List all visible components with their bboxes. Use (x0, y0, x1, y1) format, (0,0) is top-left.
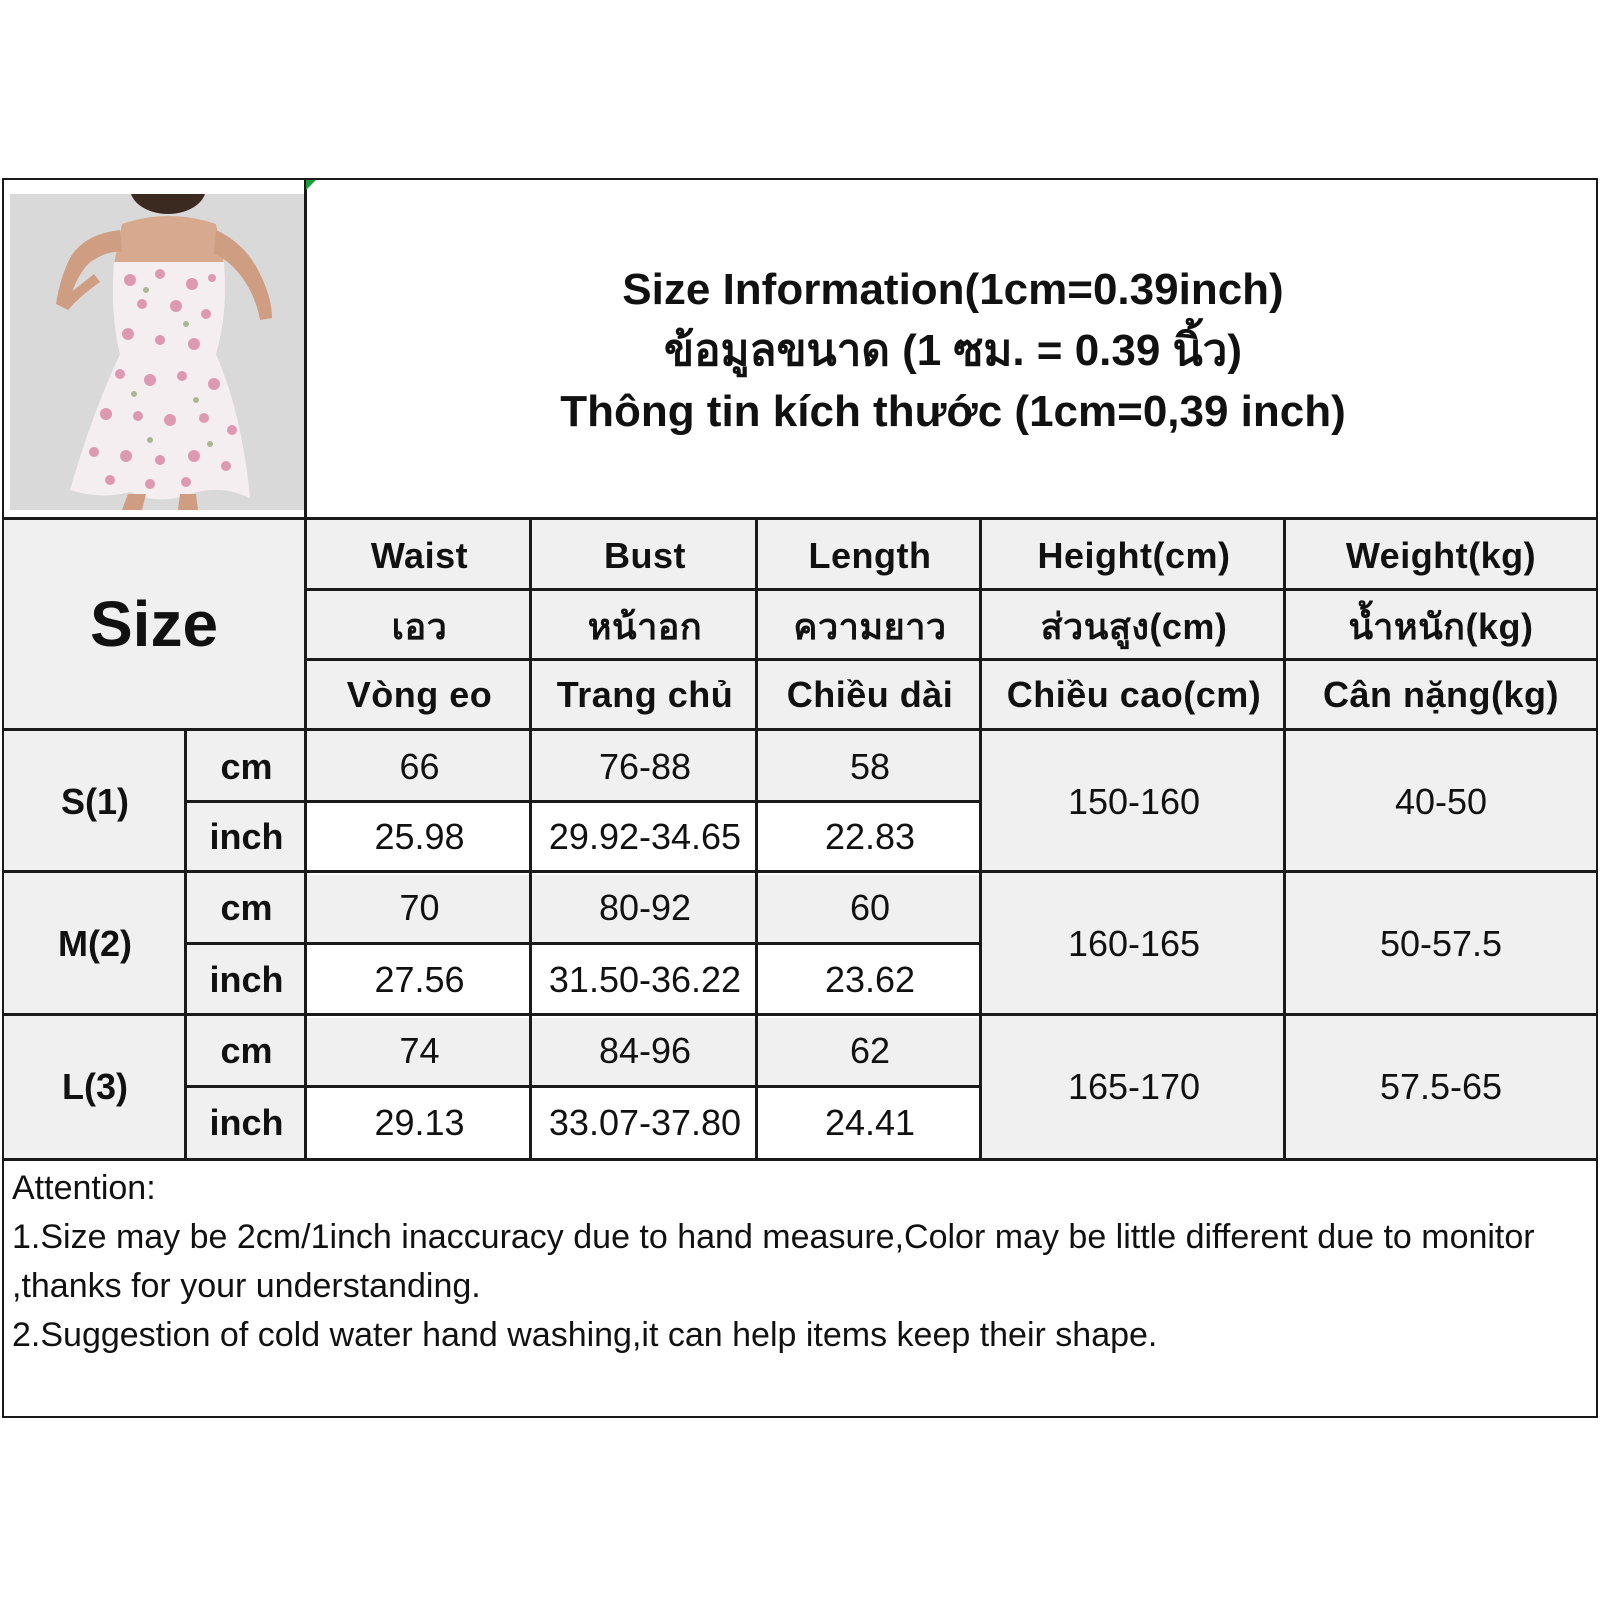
unit-inch-0: inch (209, 816, 284, 857)
notes (12, 1164, 1592, 1360)
column-header-1-th: หน้าอก (587, 605, 703, 647)
column-header-3-en: Height(cm) (1037, 534, 1231, 576)
column-header-4-en: Weight(kg) (1345, 534, 1537, 576)
cell-cm-0-1: 76-88 (598, 745, 692, 787)
unit-inch-2: inch (209, 1101, 284, 1143)
cell-weight-2: 57.5-65 (1379, 1065, 1503, 1107)
column-header-4-th: น้ำหนัก(kg) (1348, 605, 1534, 647)
grid-vline-2 (755, 520, 758, 1158)
photo-divider (304, 180, 307, 520)
title-block (310, 180, 1596, 520)
notes-line-1: 1.Size may be 2cm/1inch inaccuracy due to hand measure,Color may be little different due to monitor ,thanks for your understanding. (12, 1218, 1545, 1305)
column-header-1-en: Bust (604, 534, 686, 576)
column-header-0-en: Waist (370, 534, 469, 576)
grid-vline-3 (979, 520, 982, 1158)
grid-vline-4 (1283, 520, 1286, 1158)
column-header-0-th: เอว (391, 605, 448, 647)
title-thai: ข้อมูลขนาด (1 ซม. = 0.39 นิ้ว) (663, 325, 1242, 375)
size-header: Size (89, 588, 219, 660)
unit-inch-1: inch (209, 958, 284, 1000)
grid-hline-header-1 (307, 658, 1596, 661)
unit-cm-1: cm (220, 887, 273, 928)
cell-inch-2-0: 29.13 (374, 1101, 465, 1143)
cell-inch-2-1: 33.07-37.80 (548, 1101, 742, 1143)
unit-cm-0: cm (220, 745, 273, 787)
cell-height-2: 165-170 (1067, 1065, 1201, 1107)
cell-cm-1-2: 60 (849, 887, 891, 928)
cell-cm-2-0: 74 (399, 1030, 440, 1071)
cell-cm-2-2: 62 (849, 1030, 891, 1071)
column-header-0-vi: Vòng eo (346, 673, 493, 715)
product-photo (10, 194, 306, 510)
cell-inch-0-0: 25.98 (374, 816, 465, 857)
cell-cm-0-2: 58 (849, 745, 891, 787)
notes-line-2: 2.Suggestion of cold water hand washing,it can help items keep their shape. (12, 1316, 1158, 1354)
cell-height-0: 150-160 (1067, 780, 1201, 822)
cell-inch-1-0: 27.56 (374, 958, 465, 1000)
cell-inch-2-2: 24.41 (824, 1101, 916, 1143)
column-header-4-vi: Cân nặng(kg) (1323, 673, 1559, 715)
grid-hline-header-0 (307, 588, 1596, 591)
cell-cm-1-1: 80-92 (598, 887, 692, 928)
grid-hline-unit-2 (184, 1085, 982, 1088)
size-chart (2, 178, 1598, 1418)
grid-hline-unit-1 (184, 942, 982, 945)
cell-cm-2-1: 84-96 (598, 1030, 692, 1071)
size-label-1: M(2) (58, 922, 132, 964)
title-vietnamese: Thông tin kích thước (1cm=0,39 inch) (560, 386, 1346, 436)
cell-inch-1-2: 23.62 (824, 958, 916, 1000)
cell-weight-0: 40-50 (1394, 780, 1488, 822)
grid-hline-group-1 (4, 1013, 1596, 1016)
size-label-2: L(3) (62, 1065, 128, 1107)
cell-weight-1: 50-57.5 (1379, 922, 1503, 964)
column-header-2-th: ความยาว (793, 605, 947, 647)
cell-cm-0-0: 66 (399, 745, 440, 787)
notes-divider (4, 1158, 1596, 1161)
column-header-1-vi: Trang chủ (556, 673, 734, 715)
column-header-2-en: Length (808, 534, 932, 576)
cell-inch-1-1: 31.50-36.22 (548, 958, 742, 1000)
grid-hline-header-bottom (4, 728, 1596, 731)
cell-inch-0-2: 22.83 (824, 816, 916, 857)
cell-cm-1-0: 70 (399, 887, 440, 928)
column-header-2-vi: Chiều dài (786, 673, 954, 715)
grid-hline-group-0 (4, 870, 1596, 873)
cell-inch-0-1: 29.92-34.65 (548, 816, 742, 857)
column-header-3-vi: Chiều cao(cm) (1006, 673, 1262, 715)
notes-heading: Attention: (12, 1169, 156, 1207)
grid-hline-unit-0 (184, 800, 982, 803)
grid-vline-0 (304, 520, 307, 1158)
dress-model-image (10, 194, 306, 510)
title-english: Size Information(1cm=0.39inch) (622, 264, 1284, 314)
column-header-3-th: ส่วนสูง(cm) (1040, 605, 1228, 647)
grid-vline-1 (529, 520, 532, 1158)
unit-cm-2: cm (220, 1030, 273, 1071)
size-label-0: S(1) (60, 780, 129, 822)
cell-height-1: 160-165 (1067, 922, 1201, 964)
